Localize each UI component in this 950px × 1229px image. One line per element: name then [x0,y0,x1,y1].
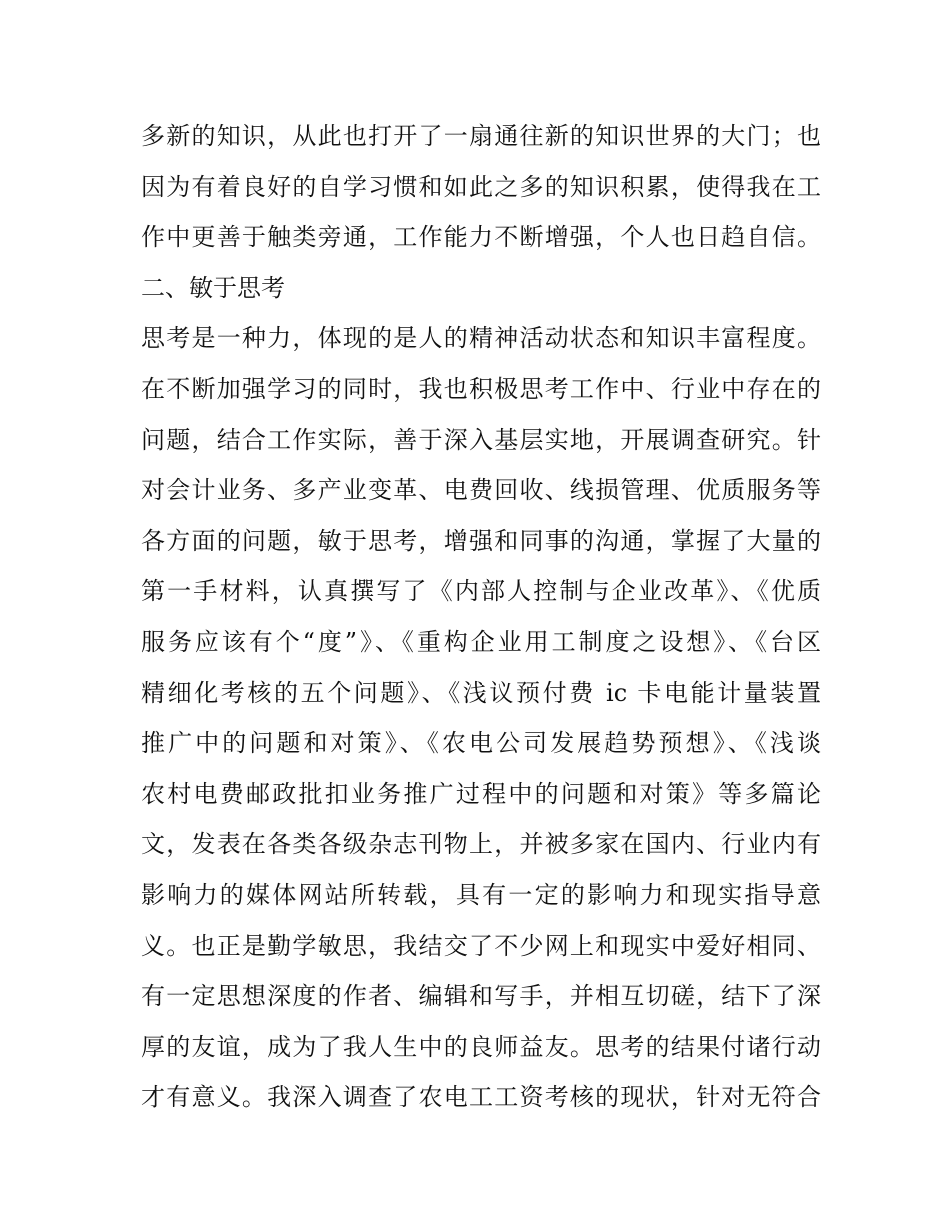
text-line: 精细化考核的五个问题》、《浅议预付费 ic 卡电能计量装置 [141,678,821,707]
text-line: 文，发表在各类各级杂志刊物上，并被多家在国内、行业内有 [141,830,821,859]
text-line: 多新的知识，从此也打开了一扇通往新的知识世界的大门；也 [141,122,821,150]
text-line: 作中更善于触类旁通，工作能力不断增强，个人也日趋自信。 [141,223,821,252]
text-line: 才有意义。我深入调查了农电工工资考核的现状，针对无符合 [141,1083,821,1112]
text-line: 影响力的媒体网站所转载，具有一定的影响力和现实指导意 [141,880,821,909]
text-line: 对会计业务、多产业变革、电费回收、线损管理、优质服务等 [141,476,821,505]
text-line: 推广中的问题和对策》、《农电公司发展趋势预想》、《浅谈 [141,729,821,758]
text-line: 义。也正是勤学敏思，我结交了不少网上和现实中爱好相同、 [141,931,821,960]
text-line: 问题，结合工作实际，善于深入基层实地，开展调查研究。针 [141,425,821,454]
text-line: 在不断加强学习的同时，我也积极思考工作中、行业中存在的 [141,374,821,403]
text-line: 第一手材料，认真撰写了《内部人控制与企业改革》、《优质 [141,577,821,606]
text-line: 有一定思想深度的作者、编辑和写手，并相互切磋，结下了深 [141,982,821,1011]
text-line: 厚的友谊，成为了我人生中的良师益友。思考的结果付诸行动 [141,1032,821,1061]
text-line: 思考是一种力，体现的是人的精神活动状态和知识丰富程度。 [141,324,821,353]
text-line: 服务应该有个“度”》、《重构企业用工制度之设想》、《台区 [141,627,821,656]
text-line: 因为有着良好的自学习惯和如此之多的知识积累，使得我在工 [141,172,821,201]
text-line: 农村电费邮政批扣业务推广过程中的问题和对策》等多篇论 [141,779,821,808]
section-heading: 二、敏于思考 [141,273,285,302]
body-text [141,111,821,1123]
text-line: 各方面的问题，敏于思考，增强和同事的沟通，掌握了大量的 [141,526,821,555]
